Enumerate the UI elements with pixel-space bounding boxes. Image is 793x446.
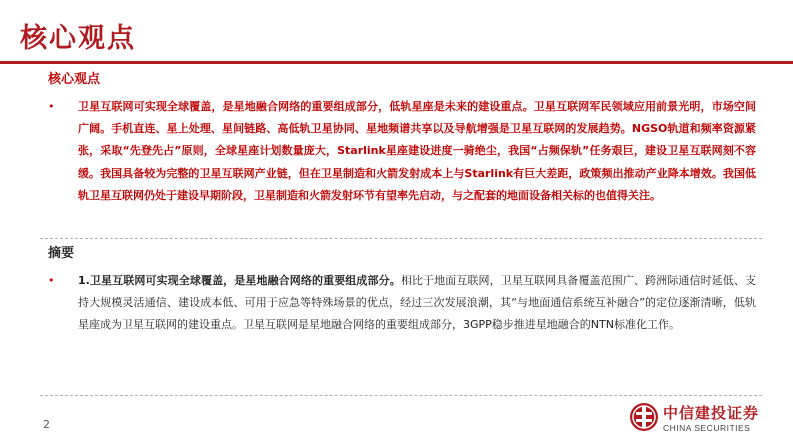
page-number: 2 [43,418,50,431]
core-view-bullet: • [48,100,55,113]
page-title: 核心观点 [20,23,136,54]
core-view-paragraph: 卫星互联网可实现全球覆盖，是星地融合网络的重要组成部分，低轨星座是未来的建设重点。卫星互联网军民领域应用前景光明，市场空间广阔。手机直连、星上处理、星间链路、高低轨卫星协同、星地频谱共享以及导航增强是卫星互联网的发展趋势。NGSO轨道和频率资源紧张，采取“先登先占”原则，全球星座计划数量庞大，Starlink星座建设进度一骑绝尘，我国“占频保轨”任务艰巨，建设卫星互联网刻不容缓。我国具备较为完整的卫星互联网产业链，但在卫星制造和火箭发射成本上与Starlink有巨大差距，政策频出推动产业降本增效。我国低轨卫星互联网仍处于建设早期阶段，卫星制造和火箭发射环节有望率先启动，与之配套的地面设备相关标的也值得关注。 [78,100,756,202]
summary-paragraph [78,270,756,337]
title-underline [0,61,793,64]
summary-bullet: • [48,274,55,287]
core-view-heading: 核心观点 [48,72,101,87]
summary-body: 相比于地面互联网，卫星互联网具备覆盖范围广、跨洲际通信时延低、支持大规模灵活通信、建设成本低、可用于应急等特殊场景的优点，经过三次发展浪潮，其“与地面通信系统互补融合”的定位逐渐清晰，低轨星座成为卫星互联网的建设重点。卫星互联网是星地融合网络的重要组成部分，3GPP稳步推进星地融合的NTN标准化工作。 [78,274,756,332]
section-divider [40,238,762,239]
brand-name-cn: 中信建投证券 [663,404,760,422]
brand-logo [629,401,779,441]
summary-lead: 1.卫星互联网可实现全球覆盖，是星地融合网络的重要组成部分。 [78,274,401,287]
brand-logo-icon [629,402,659,432]
brand-name-en: CHINA SECURITIES [663,423,751,433]
summary-heading: 摘要 [48,246,75,261]
footer-divider [40,395,762,396]
